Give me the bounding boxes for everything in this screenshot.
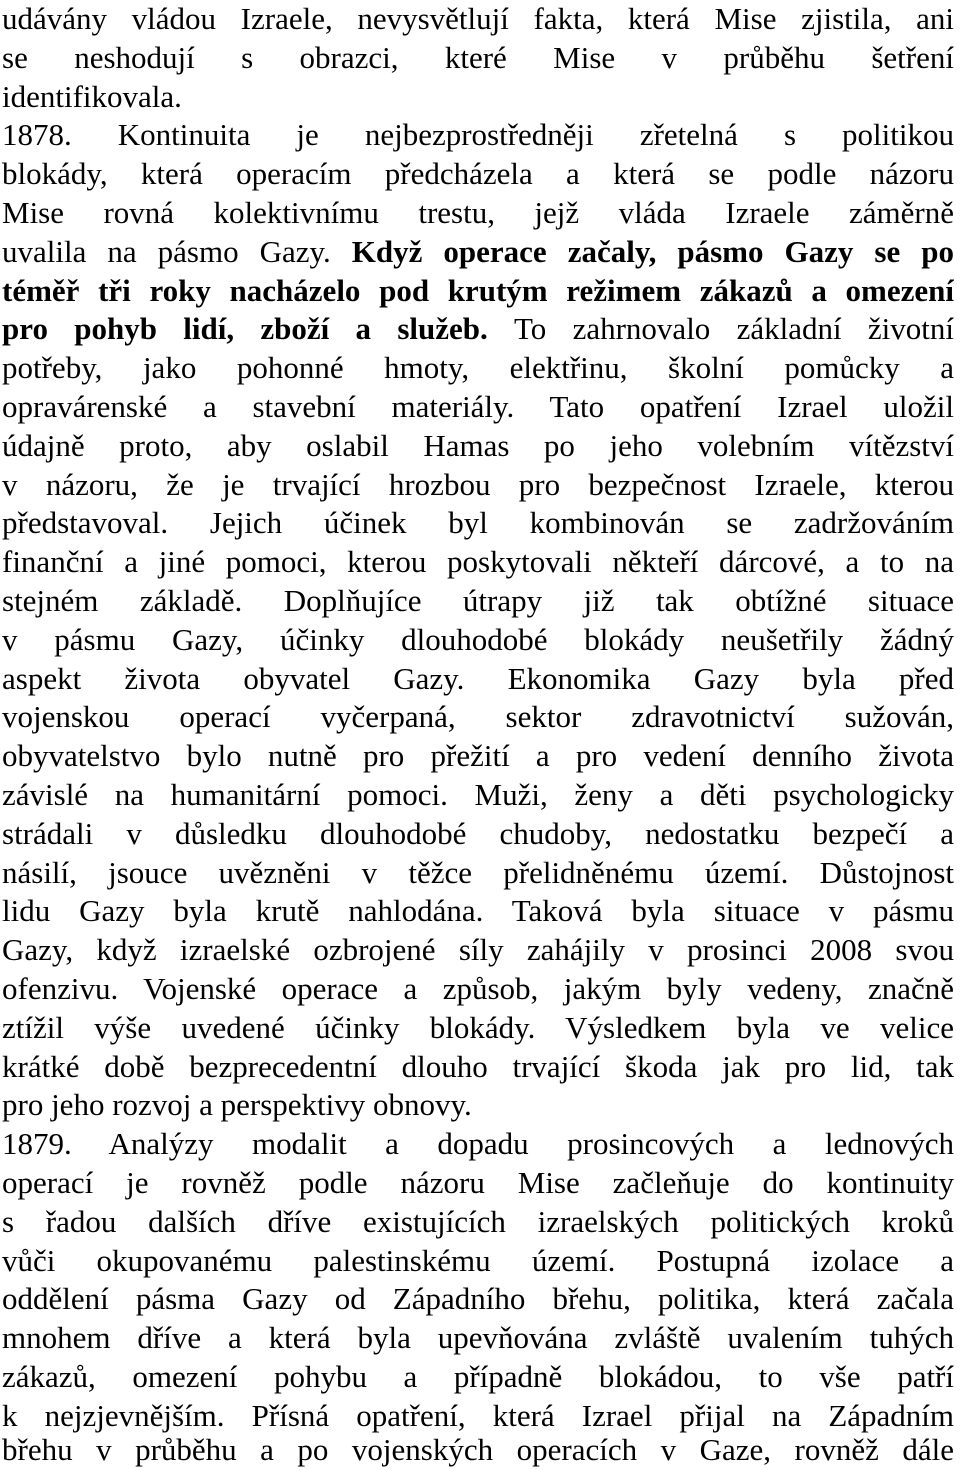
text-run: Vojenské operace a způsob, jakým byly vedeny, značně <box>143 971 954 1006</box>
text-run: 1879. <box>2 1126 109 1162</box>
text-line <box>2 1358 954 1397</box>
text-line <box>2 466 954 505</box>
text-line <box>2 931 954 970</box>
text-line <box>2 582 954 621</box>
text-line <box>2 39 954 78</box>
text-run-bold: téměř tři roky nacházelo pod krutým režimem zákazů a omezení <box>2 272 954 308</box>
text-run: Důstojnost <box>819 854 954 890</box>
text-run: zákazů, omezení pohybu a případně blokádou, to vše patří <box>2 1359 954 1394</box>
text-line <box>2 776 954 815</box>
text-line <box>2 310 954 349</box>
text-line <box>2 737 954 776</box>
text-run: s řadou dalších dříve existujících izraelských politických kroků <box>2 1203 954 1239</box>
text-line <box>2 815 954 854</box>
text-line <box>2 660 954 699</box>
text-run: operací je rovněž podle názoru Mise začleňuje do kontinuity <box>2 1165 954 1200</box>
text-run: závislé na humanitární pomoci. <box>2 777 475 812</box>
text-run: ztížil výše uvedené účinky blokády. <box>2 1009 566 1045</box>
text-run: Muži, ženy a děti psychologicky <box>474 777 954 812</box>
text-line <box>2 1009 954 1048</box>
text-run: mnohem dříve a která byla upevňována zvláště uvalením tuhých <box>2 1320 954 1356</box>
text-run: identifikovala. <box>2 78 182 114</box>
text-line <box>2 1164 954 1203</box>
text-line <box>2 1431 954 1470</box>
text-run: strádali v důsledku dlouhodobé chudoby, nedostatku bezpečí a <box>2 815 954 851</box>
text-run: Ekonomika Gazy byla před <box>507 660 954 696</box>
text-line <box>2 854 954 893</box>
text-run: potřeby, jako pohonné hmoty, elektřinu, školní pomůcky a <box>2 350 954 386</box>
text-run: krátké době bezprecedentní dlouho trvající škoda jak pro lid, tak <box>2 1048 954 1084</box>
text-line <box>2 388 954 427</box>
text-run: Doplňujíce útrapy již tak obtížné situace <box>283 583 954 618</box>
text-line <box>2 970 954 1009</box>
text-run: pro jeho rozvoj a perspektivy obno <box>2 1087 436 1123</box>
text-run: Mise rovná kolektivnímu trestu, jejž vláda Izraele záměrně <box>2 195 954 230</box>
text-line <box>2 272 954 311</box>
text-line <box>2 1048 954 1087</box>
text-run: lidu Gazy byla krutě nahlodána. <box>2 893 512 929</box>
text-run: Gazy, když izraelské ozbrojené síly zahájily v prosinci 2008 svou <box>2 932 954 968</box>
text-run: Tato opatření Izrael uložil <box>549 389 954 424</box>
text-run: Přísná opatření, která Izrael přijal na Západním <box>251 1397 954 1433</box>
text-run: udávány vládou Izraele, nevysvětlují fakta, která Mise zjistila, ani <box>2 1 954 36</box>
text-run: vy. <box>435 1087 472 1123</box>
text-line <box>2 1280 954 1319</box>
text-run: blokády, která operacím předcházela a která se podle názoru <box>2 156 954 192</box>
text-run: břehu v průběhu a po vojenských operacích v Gaze, rovněž dále <box>2 1432 954 1467</box>
text-line <box>2 1242 954 1281</box>
text-line <box>2 194 954 233</box>
text-line <box>2 1203 954 1242</box>
text-run: aspekt života obyvatel Gazy. <box>2 660 508 696</box>
text-run-bold: Když operace začaly, pásmo Gazy se po <box>351 233 954 269</box>
text-run: k nejzjevnějším. <box>2 1397 252 1433</box>
text-line <box>2 349 954 388</box>
text-run: se neshodují s obrazci, které Mise v průběhu šetření <box>2 39 954 75</box>
text-line <box>2 116 954 155</box>
text-run: Taková byla situace v pásmu <box>511 893 954 929</box>
text-run: vůči okupovanému palestinskému území. <box>2 1242 657 1278</box>
text-line <box>2 427 954 466</box>
text-run: opravárenské a stavební materiály. <box>2 389 550 424</box>
text-run: v názoru, že je trvající hrozbou pro bezpečnost Izraele, kterou <box>2 466 954 502</box>
text-line <box>2 1086 954 1125</box>
text-run: násilí, jsouce uvězněni v těžce přelidněnému území. <box>2 854 820 890</box>
text-line <box>2 504 954 543</box>
text-run: ofenzivu. <box>2 971 144 1006</box>
text-run: v pásmu Gazy, účinky dlouhodobé blokády neušetřily žádný <box>2 621 954 657</box>
text-line <box>2 892 954 931</box>
text-line <box>2 1125 954 1164</box>
text-run: 1878. Kontinuita je nejbezprostředněji zřetelná s politikou <box>2 117 954 153</box>
text-line <box>2 78 954 117</box>
text-line <box>2 621 954 660</box>
text-run: Jejich účinek byl kombinován se zadržováním <box>209 505 954 541</box>
text-run: oddělení pásma Gazy od Západního břehu, politika, která začala <box>2 1281 954 1317</box>
text-run: vojenskou operací vyčerpaná, sektor zdravotnictví sužován, <box>2 699 954 735</box>
text-run: finanční a jiné pomoci, kterou poskytovali někteří dárcové, a to na <box>2 544 954 580</box>
text-run: obyvatelstvo bylo nutně pro přežití a pro vedení denního života <box>2 738 954 774</box>
text-run-bold: pro pohyb lidí, zboží a služeb. <box>2 311 515 347</box>
text-line <box>2 543 954 582</box>
text-line <box>2 0 954 39</box>
text-line <box>2 233 954 272</box>
text-line <box>2 155 954 194</box>
text-run: To zahrnovalo základní životní <box>514 311 954 347</box>
text-run: stejném základě. <box>2 583 284 618</box>
text-line <box>2 1319 954 1358</box>
text-run: uvalila na pásmo Gazy. <box>2 233 352 269</box>
text-run: představoval. <box>2 505 210 541</box>
text-line <box>2 1397 954 1436</box>
text-run: Analýzy modalit a dopadu prosincových a lednových <box>108 1126 954 1162</box>
text-line <box>2 698 954 737</box>
text-run: Výsledkem byla ve velice <box>565 1009 954 1045</box>
text-run: Postupná izolace a <box>656 1242 954 1278</box>
text-run: údajně proto, aby oslabil Hamas po jeho volebním vítězství <box>2 427 954 463</box>
